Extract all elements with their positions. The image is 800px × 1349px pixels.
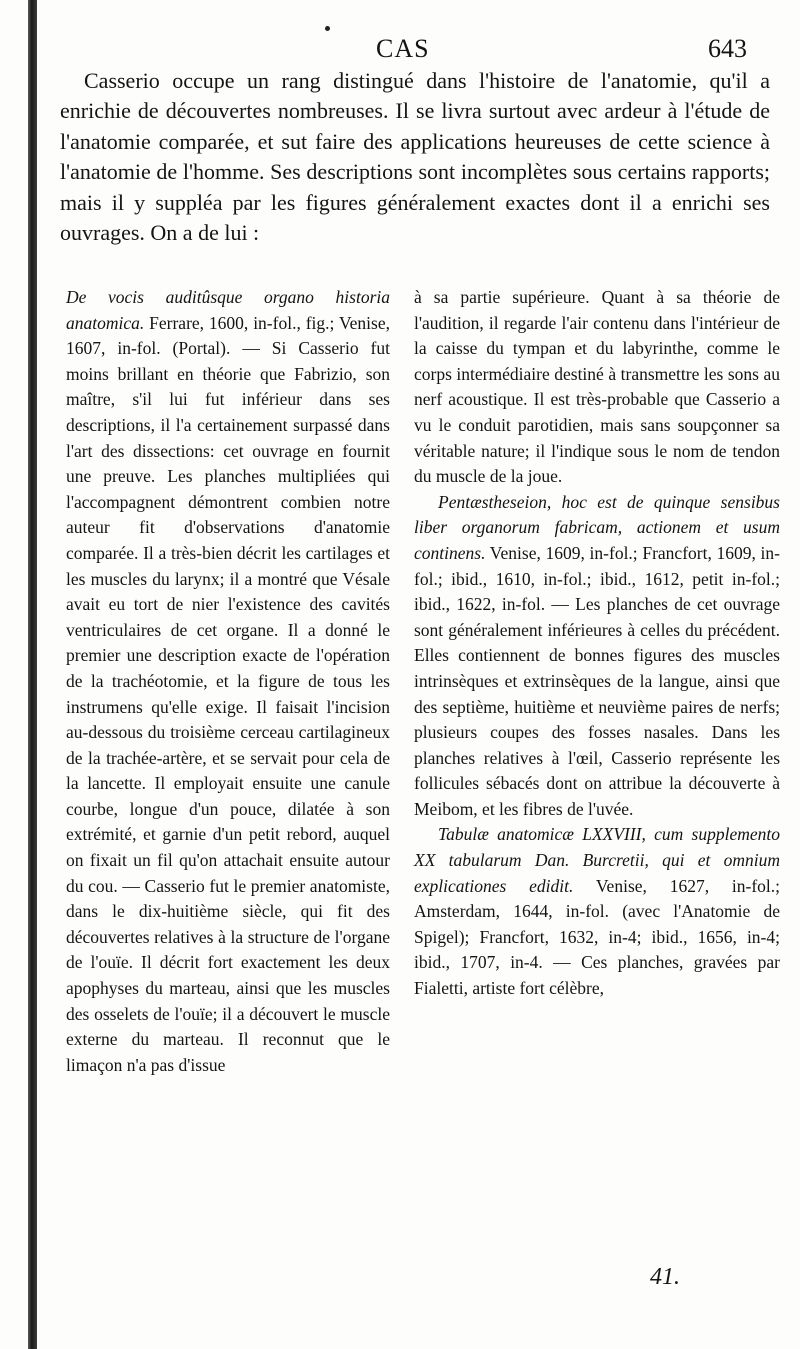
running-header: CAS xyxy=(376,34,430,63)
entry-2-text: Venise, 1609, in-fol.; Francfort, 1609, in-fol.; ibid., 1610, in-fol.; ibid., 1612, petit in-fol.; ibid., 1622, in-fol. — Les planches de cet ouvrage sont généralement inférieures à celles du précédent. Elles contiennent de bonnes figures des muscles intrinsèques et extrinsèques de la langue, ainsi que des septième, huitième et neuvième paires de nerfs; plusieurs coupes des fosses nasales. Dans les planches relatives à l'œil, Casserio représente les follicules sébacés dont on attribue la découverte à Meibom, et les fibres de l'uvée. xyxy=(414,542,780,819)
bibliography-entry-2 xyxy=(414,490,780,823)
entry-1-title: De vocis auditûsque organo historia anatomica. xyxy=(66,287,390,333)
intro-paragraph xyxy=(60,66,770,248)
page-binding-edge xyxy=(28,0,37,1349)
page-number: 643 xyxy=(708,34,747,63)
intro-text: Casserio occupe un rang distingué dans l'histoire de l'anatomie, qu'il a enrichie de découvertes nombreuses. Il se livra surtout avec ardeur à l'étude de l'anatomie comparée, et sut faire des applications heureuses de cette science à l'anatomie de l'homme. Ses descriptions sont incomplètes sous certains rapports; mais il y suppléa par les figures généralement exactes dont il a enrichi ses ouvrages. On a de lui : xyxy=(60,68,770,246)
bibliography-entry-3 xyxy=(414,822,780,1001)
bibliography-entry-1 xyxy=(66,285,390,1078)
entry-3-title: Tabulæ anatomicæ LXXVIII, cum supplemento XX tabularum Dan. Burcretii, qui et omnium explicationes edidit. xyxy=(414,824,780,896)
right-column xyxy=(414,285,780,1002)
entry-3-text: Venise, 1627, in-fol.; Amsterdam, 1644, in-fol. (avec l'Anatomie de Spigel); Francfort, 1632, in-4; ibid., 1656, in-4; ibid., 1707, in-4. — Ces planches, gravées par Fialetti, artiste fort célèbre, xyxy=(414,875,780,999)
ink-dot xyxy=(325,26,330,31)
entry-1-continuation: à sa partie supérieure. Quant à sa théorie de l'audition, il regarde l'air contenu dans l'intérieur de la caisse du tympan et du labyrinthe, comme le corps intermédiaire destiné à transmettre les sons au nerf acoustique. Il est très-probable que Casserio a vu le conduit parotidien, mais sans soupçonner sa véritable nature; il l'indique sous le nom de tendon du muscle de la joue. xyxy=(414,287,780,487)
left-column xyxy=(66,285,390,1078)
signature-mark: 41. xyxy=(650,1264,680,1290)
entry-1-text: Ferrare, 1600, in-fol., fig.; Venise, 1607, in-fol. (Portal). — Si Casserio fut moins brillant en théorie que Fabrizio, son maître, s'il lui fut inférieur dans ses descriptions, il l'a certainement surpassé dans l'art des dissections: cet ouvrage en fournit une preuve. Les planches multipliées qui l'accompagnent démontrent combien notre auteur fit d'observations d'anatomie comparée. Il a très-bien décrit les cartilages et les muscles du larynx; il a montré que Vésale avait eu tort de nier l'existence des cavités ventriculaires de cet organe. Il a donné le premier une description exacte de l'opération de la trachéotomie, et la figure de tous les instrumens qu'elle exige. Il faisait l'incision au-dessous du troisième cerceau cartilagineux de la trachée-artère, et se servait pour cela de la lancette. Il employait ensuite une canule courbe, longue d'un pouce, dilatée à son extrémité, et garnie d'un petit rebord, auquel on fixait un fil qu'on attachait ensuite autour du cou. — Casserio fut le premier anatomiste, dans le dix-huitième siècle, qui fit des découvertes relatives à la structure de l'organe de l'ouïe. Il décrit fort exactement les deux apophyses du marteau, ainsi que les muscles des osselets de l'ouïe; il a découvert le muscle externe du marteau. Il reconnut que le limaçon n'a pas d'issue xyxy=(66,312,390,1075)
entry-2-title: Pentæstheseion, hoc est de quinque sensibus liber organorum fabricam, actionem et usum continens. xyxy=(414,491,780,563)
